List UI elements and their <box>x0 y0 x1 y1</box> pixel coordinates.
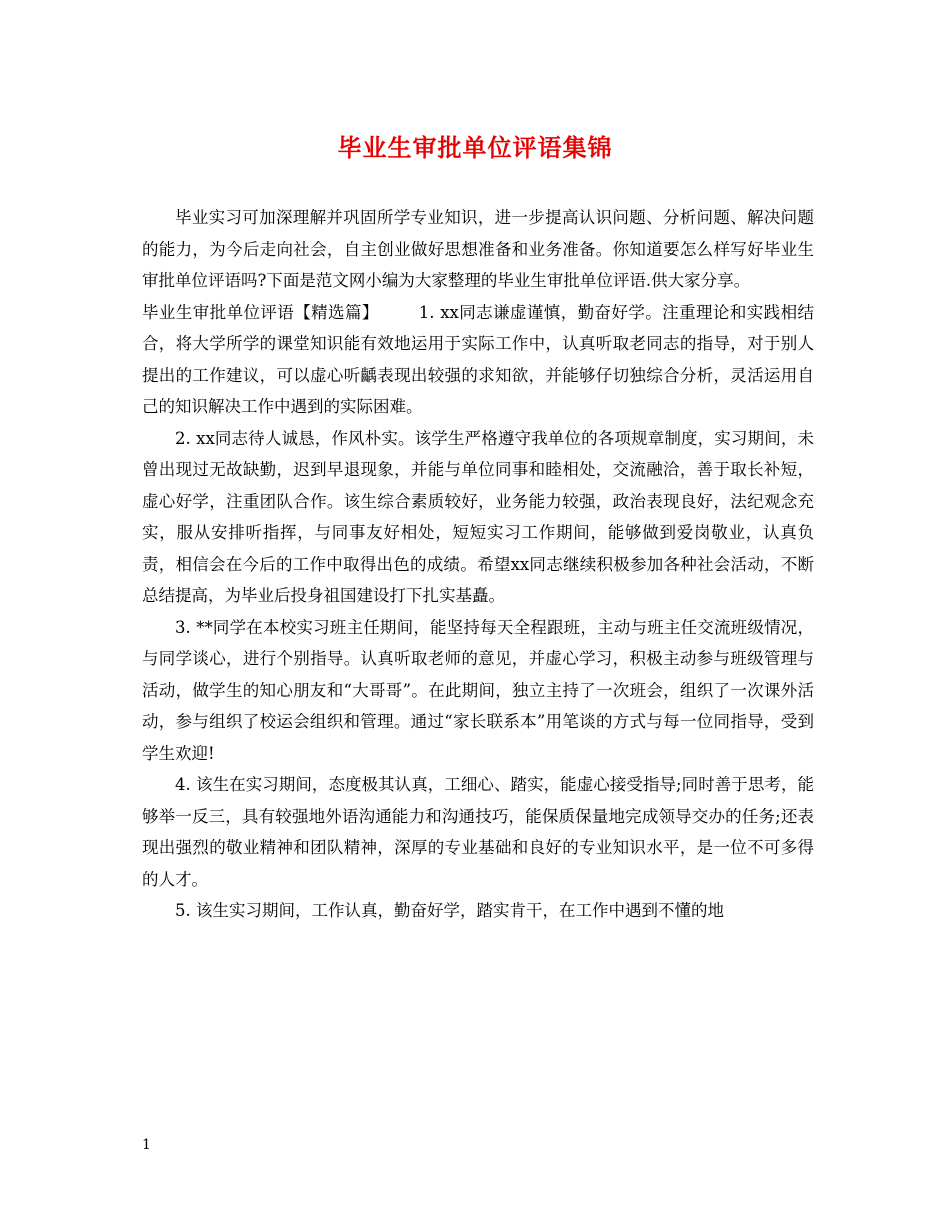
comment-item-5: 5. 该生实习期间，工作认真，勤奋好学，踏实肯干，在工作中遇到不懂的地 <box>175 901 724 920</box>
intro-paragraph: 毕业实习可加深理解并巩固所学专业知识，进一步提高认识问题、分析问题、解决问题的能力，为今后走向社会，自主创业做好思想准备和业务准备。你知道要怎么样写好毕业生审批单位评语吗?下面是范文网小编为大家整理的毕业生审批单位评语.供大家分享。 <box>142 208 814 290</box>
comment-item-2: 2. xx同志待人诚恳，作风朴实。该学生严格遵守我单位的各项规章制度，实习期间，未曾出现过无故缺勤，迟到早退现象，并能与单位同事和睦相处，交流融洽，善于取长补短，虚心好学，注重团队合作。该生综合素质较好，业务能力较强，政治表现良好，法纪观念充实，服从安排听指挥，与同事友好相处，短短实习工作期间，能够做到爱岗敬业，认真负责，相信会在今后的工作中取得出色的成绩。希望xx同志继续积极参加各种社会活动，不断总结提高，为毕业后投身祖国建设打下扎实基矗。 <box>142 428 814 605</box>
document-title: 毕业生审批单位评语集锦 <box>337 133 613 162</box>
section-paragraph <box>142 297 814 423</box>
section-heading: 毕业生审批单位评语【精选篇】 <box>142 302 379 322</box>
comment-item-1: 1. xx同志谦虚谨慎，勤奋好学。注重理论和实践相结合，将大学所学的课堂知识能有效地运用于实际工作中，认真听取老同志的指导，对于别人提出的工作建议，可以虚心听齲表现出较强的求知欲，并能够仔切独综合分析，灵活运用自己的知识解决工作中遇到的实际困难。 <box>142 302 814 416</box>
page-number: 1 <box>142 1137 151 1153</box>
comment-item-4: 4. 该生在实习期间，态度极其认真，工细心、踏实，能虚心接受指导;同时善于思考，能够举一反三，具有较强地外语沟通能力和沟通技巧，能保质保量地完成领导交办的任务;还表现出强烈的敬业精神和团队精神，深厚的专业基础和良好的专业知识水平，是一位不可多得的人才。 <box>142 775 814 889</box>
document-body <box>142 202 814 927</box>
comment-item-3: 3. **同学在本校实习班主任期间，能坚持每天全程跟班，主动与班主任交流班级情况，与同学谈心，进行个别指导。认真听取老师的意见，并虚心学习，积极主动参与班级管理与活动，做学生的知心朋友和“大哥哥”。在此期间，独立主持了一次班会，组织了一次课外活动，参与组织了校运会组织和管理。通过“家长联系本”用笔谈的方式与每一位同指导，受到学生欢迎! <box>142 617 814 763</box>
